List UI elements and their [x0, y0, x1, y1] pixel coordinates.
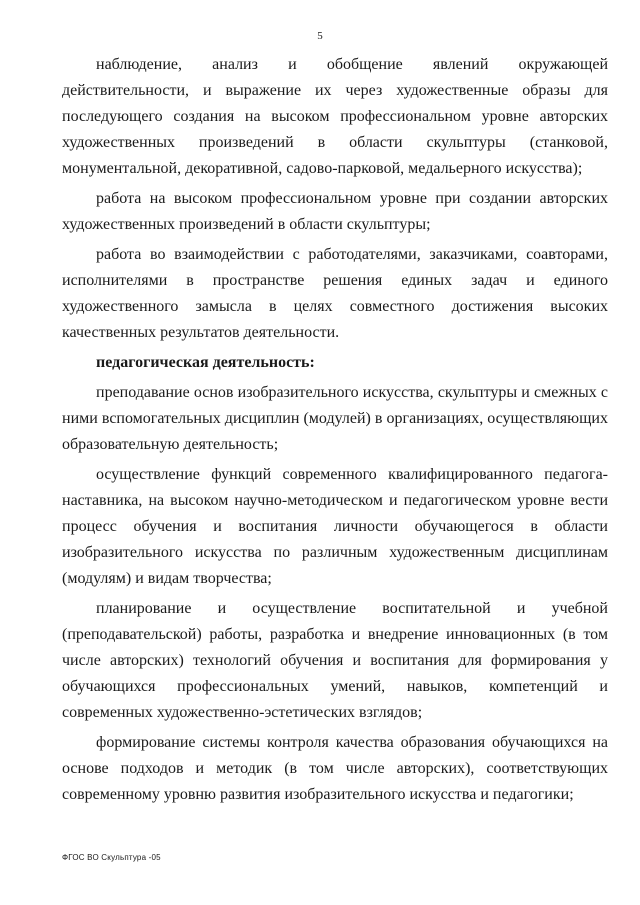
paragraph-teaching: преподавание основ изобразительного искусства, скульптуры и смежных с ними вспомогательных дисциплин (модулей) в организациях, осуществляющих образовательную деятельность; — [62, 384, 608, 453]
paragraph-quality-control: формирование системы контроля качества образования обучающихся на основе подходов и методик (в том числе авторских), соответствующих современному уровню развития изобразительного искусства и педагогики; — [62, 734, 608, 803]
paragraph-professional-work: работа на высоком профессиональном уровне при создании авторских художественных произведений в области скульптуры; — [62, 190, 608, 233]
page-number: 5 — [317, 30, 323, 42]
paragraph-collaboration: работа во взаимодействии с работодателями, заказчиками, соавторами, исполнителями в пространстве решения единых задач и единого художественного замысла в целях совместного достижения высоких качественных результатов деятельности. — [62, 246, 608, 341]
paragraph-mentor-functions: осуществление функций современного квалифицированного педагога-наставника, на высоком научно-методическом и педагогическом уровне вести процесс обучения и воспитания личности обучающегося в области изобразительного искусства по различным художественным дисциплинам (модулям) и видам творчества; — [62, 466, 608, 587]
paragraph-observation: наблюдение, анализ и обобщение явлений окружающей действительности, и выражение их через художественные образы для последующего создания на высоком профессиональном уровне авторских художественных произведений в области скульптуры (станковой, монументальной, декоративной, садово-парковой, медальерного искусства); — [62, 56, 608, 177]
section-heading-pedagogical: педагогическая деятельность: — [96, 354, 315, 371]
paragraph-planning: планирование и осуществление воспитательной и учебной (преподавательской) работы, разработка и внедрение инновационных (в том числе авторских) технологий обучения и воспитания для формирования у обучающихся профессиональных умений, навыков, компетенций и современных художественно-эстетических взглядов; — [62, 600, 608, 721]
page-footer: ФГОС ВО Скульптура -05 — [62, 853, 161, 862]
document-body — [62, 52, 608, 812]
